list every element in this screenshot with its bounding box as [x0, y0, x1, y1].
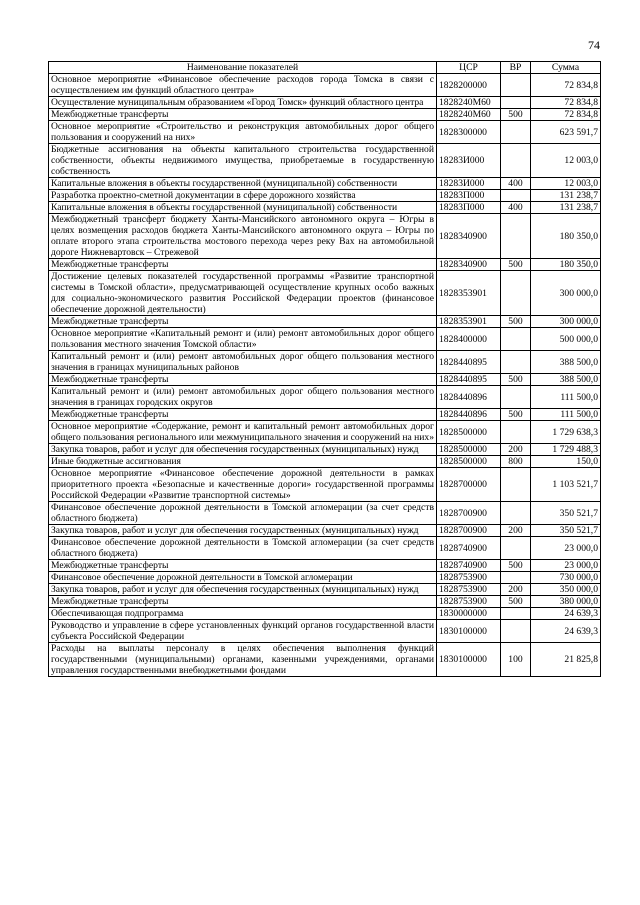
table-row	[49, 386, 601, 409]
cell-code: 18283И000	[437, 144, 501, 178]
table-row	[49, 456, 601, 468]
cell-sum: 21 825,8	[531, 643, 601, 677]
cell-name: Расходы на выплаты персоналу в целях обеспечения выполнения функций государственными (муниципальными) органами, казенными учреждениями, органами управления государственными внебюджетными фондами	[49, 643, 437, 677]
cell-code: 1828353901	[437, 271, 501, 316]
cell-sum: 730 000,0	[531, 572, 601, 584]
table-row	[49, 328, 601, 351]
cell-name: Закупка товаров, работ и услуг для обеспечения государственных (муниципальных) нужд	[49, 584, 437, 596]
cell-vr: 500	[501, 109, 531, 121]
cell-name: Межбюджетные трансферты	[49, 596, 437, 608]
cell-name: Руководство и управление в сфере установленных функций органов государственной власти субъекта Российской Федерации	[49, 620, 437, 643]
table-row	[49, 525, 601, 537]
cell-sum: 180 350,0	[531, 259, 601, 271]
cell-code: 1828353901	[437, 316, 501, 328]
cell-name: Межбюджетные трансферты	[49, 409, 437, 421]
cell-vr	[501, 502, 531, 525]
table-row	[49, 259, 601, 271]
header-sum: Сумма	[531, 62, 601, 74]
cell-sum: 111 500,0	[531, 409, 601, 421]
cell-sum: 300 000,0	[531, 316, 601, 328]
cell-name: Межбюджетные трансферты	[49, 109, 437, 121]
cell-vr	[501, 328, 531, 351]
cell-vr	[501, 620, 531, 643]
table-row	[49, 190, 601, 202]
cell-vr: 100	[501, 643, 531, 677]
cell-sum: 180 350,0	[531, 214, 601, 259]
cell-vr: 500	[501, 596, 531, 608]
cell-sum: 24 639,3	[531, 608, 601, 620]
cell-name: Межбюджетные трансферты	[49, 560, 437, 572]
cell-name: Основное мероприятие «Капитальный ремонт и (или) ремонт автомобильных дорог общего пользования местного значения Томской области»	[49, 328, 437, 351]
table-row	[49, 584, 601, 596]
cell-vr	[501, 214, 531, 259]
cell-code: 1828440895	[437, 374, 501, 386]
table-row	[49, 608, 601, 620]
cell-sum: 150,0	[531, 456, 601, 468]
table-row	[49, 178, 601, 190]
cell-vr: 400	[501, 178, 531, 190]
cell-code: 1828740900	[437, 537, 501, 560]
cell-code: 1828440896	[437, 386, 501, 409]
cell-name: Капитальные вложения в объекты государственной (муниципальной) собственности	[49, 202, 437, 214]
cell-code: 18283П000	[437, 190, 501, 202]
table-row	[49, 572, 601, 584]
table-row	[49, 560, 601, 572]
cell-name: Финансовое обеспечение дорожной деятельности в Томской агломерации (за счет средств областного бюджета)	[49, 537, 437, 560]
cell-sum: 300 000,0	[531, 271, 601, 316]
cell-sum: 72 834,8	[531, 74, 601, 97]
cell-code: 1828753900	[437, 596, 501, 608]
table-row	[49, 351, 601, 374]
cell-vr	[501, 386, 531, 409]
cell-sum: 131 238,7	[531, 202, 601, 214]
cell-sum: 388 500,0	[531, 374, 601, 386]
cell-name: Разработка проектно-сметной документации в сфере дорожного хозяйства	[49, 190, 437, 202]
cell-sum: 1 729 488,3	[531, 444, 601, 456]
cell-name: Межбюджетные трансферты	[49, 316, 437, 328]
table-row	[49, 537, 601, 560]
cell-vr	[501, 421, 531, 444]
cell-name: Бюджетные ассигнования на объекты капитального строительства государственной собственности, объекты недвижимого имущества, приобретаемые в государственную собственность	[49, 144, 437, 178]
cell-sum: 72 834,8	[531, 109, 601, 121]
cell-vr: 500	[501, 560, 531, 572]
cell-name: Финансовое обеспечение дорожной деятельности в Томской агломерации (за счет средств областного бюджета)	[49, 502, 437, 525]
cell-vr	[501, 271, 531, 316]
header-vr: ВР	[501, 62, 531, 74]
cell-sum: 350 521,7	[531, 502, 601, 525]
cell-code: 1828700900	[437, 525, 501, 537]
table-row	[49, 121, 601, 144]
cell-name: Основное мероприятие «Финансовое обеспечение расходов города Томска в связи с осуществлением им функций областного центра»	[49, 74, 437, 97]
cell-sum: 1 103 521,7	[531, 468, 601, 502]
cell-code: 1828700900	[437, 502, 501, 525]
table-row	[49, 374, 601, 386]
cell-vr	[501, 572, 531, 584]
cell-name: Финансовое обеспечение дорожной деятельности в Томской агломерации	[49, 572, 437, 584]
table-row	[49, 74, 601, 97]
page-number: 74	[588, 38, 600, 52]
table-header-row	[49, 62, 601, 74]
cell-sum: 350 521,7	[531, 525, 601, 537]
cell-sum: 72 834,8	[531, 97, 601, 109]
cell-vr: 200	[501, 525, 531, 537]
cell-vr	[501, 608, 531, 620]
cell-code: 1828700000	[437, 468, 501, 502]
cell-code: 1828340900	[437, 214, 501, 259]
cell-name: Межбюджетные трансферты	[49, 374, 437, 386]
cell-sum: 131 238,7	[531, 190, 601, 202]
table-row	[49, 271, 601, 316]
cell-code: 1828500000	[437, 456, 501, 468]
cell-vr	[501, 468, 531, 502]
cell-name: Межбюджетные трансферты	[49, 259, 437, 271]
cell-name: Иные бюджетные ассигнования	[49, 456, 437, 468]
table-row	[49, 144, 601, 178]
cell-sum: 623 591,7	[531, 121, 601, 144]
cell-vr	[501, 97, 531, 109]
table-row	[49, 97, 601, 109]
cell-name: Капитальные вложения в объекты государственной (муниципальной) собственности	[49, 178, 437, 190]
table-row	[49, 109, 601, 121]
cell-vr: 500	[501, 409, 531, 421]
cell-vr: 500	[501, 374, 531, 386]
cell-vr	[501, 351, 531, 374]
table-row	[49, 468, 601, 502]
cell-vr: 400	[501, 202, 531, 214]
cell-name: Закупка товаров, работ и услуг для обеспечения государственных (муниципальных) нужд	[49, 525, 437, 537]
cell-name: Капитальный ремонт и (или) ремонт автомобильных дорог общего пользования местного значения в границах городских округов	[49, 386, 437, 409]
cell-name: Межбюджетный трансферт бюджету Ханты-Мансийского автономного округа – Югры в целях возмещения расходов бюджета Ханты-Мансийского автономного округа – Югры по оплате второго этапа строительства мостового перехода через реку Вах на автомобильной дороге Нижневартовск – Стрежевой	[49, 214, 437, 259]
table-row	[49, 444, 601, 456]
cell-vr	[501, 74, 531, 97]
cell-name: Обеспечивающая подпрограмма	[49, 608, 437, 620]
table-row	[49, 421, 601, 444]
cell-sum: 388 500,0	[531, 351, 601, 374]
cell-vr: 800	[501, 456, 531, 468]
cell-name: Основное мероприятие «Финансовое обеспечение дорожной деятельности в рамках приоритетного проекта «Безопасные и качественные дороги» государственной программы Российской Федерации «Развитие транспортной системы»	[49, 468, 437, 502]
cell-vr: 200	[501, 444, 531, 456]
cell-name: Закупка товаров, работ и услуг для обеспечения государственных (муниципальных) нужд	[49, 444, 437, 456]
cell-vr	[501, 190, 531, 202]
cell-sum: 23 000,0	[531, 560, 601, 572]
cell-code: 1828240М60	[437, 109, 501, 121]
cell-vr: 200	[501, 584, 531, 596]
cell-sum: 12 003,0	[531, 144, 601, 178]
cell-sum: 350 000,0	[531, 584, 601, 596]
cell-vr	[501, 144, 531, 178]
cell-vr	[501, 537, 531, 560]
cell-code: 1830100000	[437, 620, 501, 643]
budget-table	[48, 61, 601, 677]
cell-sum: 12 003,0	[531, 178, 601, 190]
cell-code: 1828440896	[437, 409, 501, 421]
cell-code: 1828500000	[437, 444, 501, 456]
cell-name: Осуществление муниципальным образованием «Город Томск» функций областного центра	[49, 97, 437, 109]
cell-code: 1828753900	[437, 584, 501, 596]
cell-code: 1828200000	[437, 74, 501, 97]
cell-code: 1828340900	[437, 259, 501, 271]
cell-code: 1828440895	[437, 351, 501, 374]
table-row	[49, 596, 601, 608]
cell-code: 1830100000	[437, 643, 501, 677]
cell-vr: 500	[501, 259, 531, 271]
cell-name: Достижение целевых показателей государственной программы «Развитие транспортной системы в Томской области», предусматривающей осуществление крупных особо важных для социально-экономического развития Российской Федерации проектов (финансовое обеспечение дорожной деятельности)	[49, 271, 437, 316]
cell-vr: 500	[501, 316, 531, 328]
cell-code: 1830000000	[437, 608, 501, 620]
cell-code: 1828740900	[437, 560, 501, 572]
cell-code: 18283П000	[437, 202, 501, 214]
cell-sum: 111 500,0	[531, 386, 601, 409]
table-row	[49, 409, 601, 421]
cell-code: 18283И000	[437, 178, 501, 190]
table-row	[49, 643, 601, 677]
table-row	[49, 202, 601, 214]
cell-sum: 1 729 638,3	[531, 421, 601, 444]
cell-code: 1828753900	[437, 572, 501, 584]
table-row	[49, 502, 601, 525]
header-name: Наименование показателей	[49, 62, 437, 74]
cell-sum: 24 639,3	[531, 620, 601, 643]
cell-code: 1828400000	[437, 328, 501, 351]
header-code: ЦСР	[437, 62, 501, 74]
table-row	[49, 214, 601, 259]
cell-sum: 500 000,0	[531, 328, 601, 351]
cell-name: Основное мероприятие «Содержание, ремонт и капитальный ремонт автомобильных дорог общего пользования регионального или межмуниципального значения и сооружений на них»	[49, 421, 437, 444]
table-row	[49, 316, 601, 328]
cell-sum: 380 000,0	[531, 596, 601, 608]
cell-code: 1828300000	[437, 121, 501, 144]
cell-code: 1828240М60	[437, 97, 501, 109]
cell-code: 1828500000	[437, 421, 501, 444]
cell-vr	[501, 121, 531, 144]
table-body	[49, 74, 601, 677]
cell-name: Основное мероприятие «Строительство и реконструкция автомобильных дорог общего пользования и сооружений на них»	[49, 121, 437, 144]
cell-sum: 23 000,0	[531, 537, 601, 560]
cell-name: Капитальный ремонт и (или) ремонт автомобильных дорог общего пользования местного значения в границах муниципальных районов	[49, 351, 437, 374]
table-row	[49, 620, 601, 643]
